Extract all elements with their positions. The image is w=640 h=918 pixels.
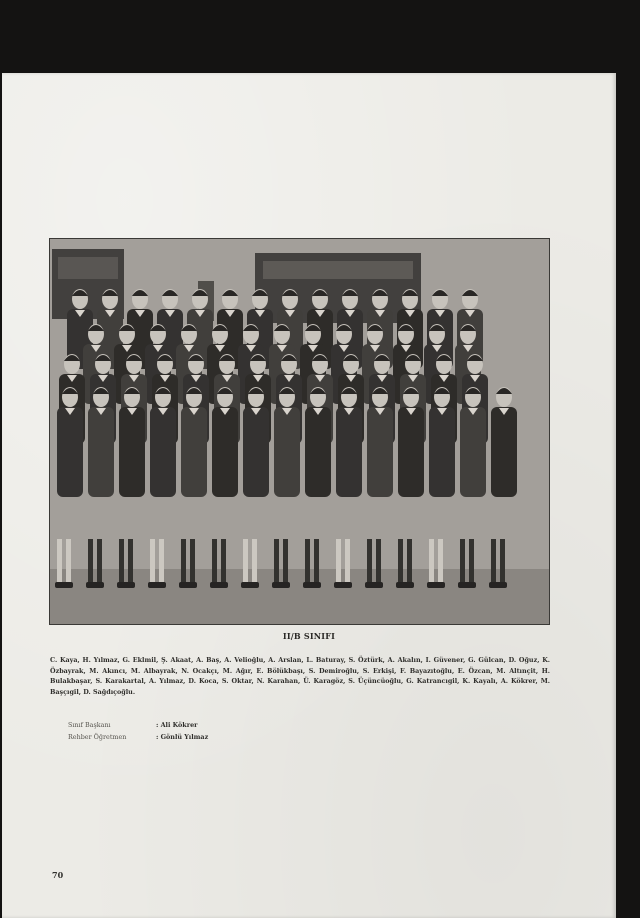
role-guidance-teacher [68,731,208,743]
photo-grain [50,239,549,624]
student-names-list: C. Kaya, H. Yılmaz, G. Eklmil, Ş. Akaat, A. Baş, A. Velioğlu, A. Arslan, L. Baturay, S. Öztürk, A. Akalın, I. Güvener, G. Gülcan, D. Oğuz, K. Özbayrak, M. Akıncı, M. Albayrak, N. Ocakçı, M. Ağır, E. Bölükbaşı, S. Demiroğlu, S. Erkişi, F. Bayazıtoğlu, E. Özcan, M. Altınçit, H. Bulakbaşar, S. Karakartal, A. Yılmaz, D. Koca, S. Oktar, N. Karahan, Ü. Karagöz, S. Üçüncüoğlu, G. Katrancıgil, K. Kayalı, A. Kökrer, M. Başçıgil, D. Sağdıçoğlu. [50,656,550,696]
role-value: : Ali Kökrer [156,721,198,729]
class-group-photo [49,238,550,625]
photo-caption: II/B SINIFI [282,631,336,641]
role-label: Sınıf Başkanı [68,721,111,729]
paper-page [2,73,616,918]
class-roles [68,719,208,743]
role-label: Rehber Öğretmen [68,733,127,741]
role-value: : Gönlü Yılmaz [156,733,209,741]
page-number: 70 [52,870,64,880]
role-class-president [68,719,208,731]
